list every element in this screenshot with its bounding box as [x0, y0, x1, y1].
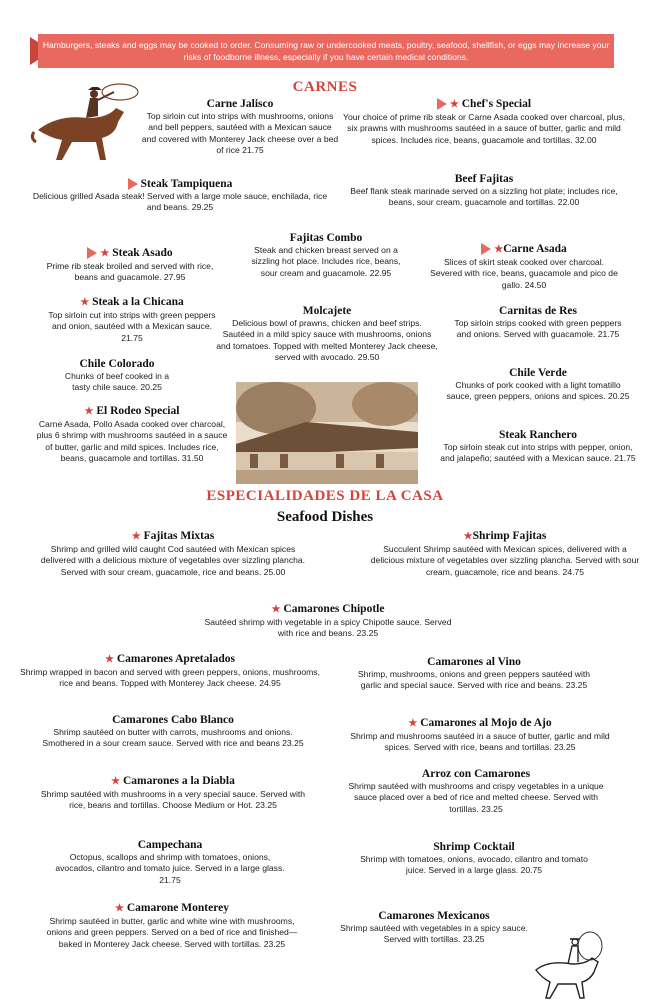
- item-name: Chef's Special: [461, 98, 532, 110]
- menu-item: [56, 357, 178, 394]
- menu-item: [370, 529, 640, 578]
- item-name: Chile Colorado: [79, 358, 155, 370]
- item-desc: Shrimp sautéed with mushrooms in a very special sauce. Served with rice, beans and tortillas. Choose Medium or Hot. 23.25: [40, 789, 306, 811]
- item-name-row: [42, 295, 222, 310]
- item-desc: Delicious grilled Asada steak! Served with a large mole sauce, enchilada, rice and beans. 29.25: [32, 191, 328, 213]
- menu-item: [20, 652, 320, 690]
- item-desc: Steak and chicken breast served on a sizzling hot place. Includes rice, beans, sour cream and guacamole. 22.95: [251, 245, 401, 278]
- item-name: Steak Tampiquena: [140, 178, 233, 190]
- item-desc: Top sirloin cut into strips with green peppers and onion, sautéed with a Mexican sauce. 21.75: [48, 310, 216, 343]
- star-icon: ★: [494, 244, 504, 255]
- item-name: Camarones Apretalados: [116, 653, 235, 665]
- item-desc: Chunks of beef cooked in a tasty chile sauce. 20.25: [64, 371, 170, 393]
- item-desc: Shrimp and mushrooms sautéed in a sauce of butter, garlic and mild spices. Served with rice, beans and tortillas. 23.25: [350, 731, 610, 753]
- item-desc: Chunks of pork cooked with a light tomatillo sauce, green peppers, onions and spices. 20.25: [446, 380, 630, 402]
- seafood-subtitle: Seafood Dishes: [276, 509, 374, 525]
- item-desc: Shrimp wrapped in bacon and served with green peppers, onions, mushrooms, rice and beans. Topped with Monterey Jack cheese. 24.95: [20, 667, 320, 689]
- menu-item: [336, 909, 532, 946]
- star-icon: ★: [449, 99, 459, 110]
- menu-item: [244, 231, 408, 279]
- star-icon: ★: [84, 406, 94, 417]
- menu-item: [440, 428, 636, 465]
- item-name: Carne Jalisco: [206, 98, 274, 110]
- menu-item: [356, 840, 592, 877]
- item-desc: Shrimp sautéed on butter with carrots, mushrooms and onions. Smothered in a sour cream sauce. Served with rice and beans 23.25: [42, 727, 304, 749]
- item-desc: Carne Asada, Pollo Asada cooked over charcoal, plus 6 shrimp with mushrooms sautéed in a sauce of butter, garlic and mild spices. Includes rice, beans, guacamole and tortillas. 31.50: [36, 419, 228, 464]
- menu-item: [428, 242, 620, 291]
- menu-item: [34, 404, 230, 465]
- star-icon: ★: [271, 604, 281, 615]
- item-name: Shrimp Fajitas: [472, 530, 547, 542]
- star-icon: ★: [463, 531, 473, 542]
- item-desc: Shrimp with tomatoes, onions, avocado, cilantro and tomato juice. Served in a large glass. 20.75: [360, 854, 588, 876]
- item-name: Fajitas Mixtas: [143, 530, 215, 542]
- menu-item: [356, 655, 592, 692]
- item-name: Carne Asada: [503, 243, 567, 255]
- item-name: Beef Fajitas: [454, 173, 514, 185]
- menu-item: [40, 713, 306, 750]
- item-desc: Sautéed shrimp with vegetable in a spicy Chipotle sauce. Served with rice and beans. 23.25: [204, 617, 452, 639]
- casa-title: ESPECIALIDADES DE LA CASA: [206, 488, 444, 504]
- item-desc: Shrimp sautéed with vegetables in a spicy sauce. Served with tortillas. 23.25: [340, 923, 528, 945]
- item-name-row: [338, 97, 630, 112]
- item-name-row: [200, 602, 456, 617]
- menu-item: [216, 304, 438, 364]
- triangle-icon: [481, 243, 491, 255]
- item-name: Molcajete: [302, 305, 352, 317]
- item-name-row: [40, 246, 220, 261]
- triangle-icon: [87, 247, 97, 259]
- item-desc: Your choice of prime rib steak or Carne Asada cooked over charcoal, plus, six prawns with mushrooms sautéed in a sauce of butter, garlic and mild spices. Includes rice, beans, guacamole and tortillas. 32.00: [343, 112, 625, 145]
- menu-item: [30, 177, 330, 214]
- menu-item: [338, 97, 630, 146]
- menu-item: [40, 774, 306, 812]
- item-name: Camarones a la Diabla: [122, 775, 235, 787]
- star-icon: ★: [131, 531, 141, 542]
- triangle-icon: [437, 98, 447, 110]
- carnes-title: CARNES: [292, 79, 358, 95]
- star-icon: ★: [80, 297, 90, 308]
- item-name: Fajitas Combo: [289, 232, 363, 244]
- item-desc: Slices of skirt steak cooked over charcoal. Severed with rice, beans, guacamole and pico de gallo. 24.50: [430, 257, 618, 290]
- item-desc: Shrimp, mushrooms, onions and green peppers sautéed with garlic and special sauce. Served with rice and beans. 23.25: [357, 669, 591, 691]
- item-name: Camarones Mexicanos: [378, 910, 490, 922]
- star-icon: ★: [111, 776, 121, 787]
- item-name-row: [34, 404, 230, 419]
- triangle-icon: [128, 178, 138, 190]
- star-icon: ★: [408, 718, 418, 729]
- item-desc: Top sirloin steak cut into strips with pepper, onion, and jalapeño; sautéed with a Mexican sauce. 21.75: [440, 442, 636, 464]
- item-desc: Succulent Shrimp sautéed with Mexican spices, delivered with a delicious mixture of vegetables over sizzling plancha. Served with sour cream, guacamole, rice and beans. 24.75: [370, 544, 640, 577]
- item-desc: Shrimp sautéed in butter, garlic and white wine with mushrooms, onions and green peppers. Served on a bed of rice and finished—baked in Monterey Jack cheese. Served with tortillas. 23.25: [46, 916, 298, 949]
- star-icon: ★: [115, 903, 124, 914]
- item-name-row: [40, 901, 304, 916]
- item-name: Camarones Chipotle: [283, 603, 385, 615]
- item-name-row: [428, 242, 620, 257]
- menu-item: [140, 97, 340, 157]
- menu-item: [40, 901, 304, 950]
- item-name: Camarones Cabo Blanco: [112, 714, 234, 726]
- menu-item: [340, 716, 620, 754]
- item-name-row: [20, 652, 320, 667]
- item-name-row: [40, 774, 306, 789]
- item-name-row: [340, 716, 620, 731]
- menu-item: [200, 602, 456, 640]
- star-icon: ★: [100, 248, 110, 259]
- food-safety-notice: Hamburgers, steaks and eggs may be cooked to order. Consuming raw or undercooked meats, poultry, seafood, shellfish, or eggs may increase your risks of foodborne illness, especially if you have certain medical conditions.: [38, 34, 614, 68]
- menu-item: [42, 295, 222, 344]
- menu-item: [444, 366, 632, 403]
- item-name: Arroz con Camarones: [421, 768, 531, 780]
- item-desc: Top sirloin cut into strips with mushrooms, onions and bell peppers, sautéed with a Mexican sauce and covered with Monterey Jack cheese over a bed of rice 21.75: [141, 111, 339, 156]
- item-name-row: [370, 529, 640, 544]
- star-icon: ★: [105, 654, 114, 665]
- item-name: Steak Asado: [112, 247, 173, 259]
- cowboy-horse-sketch: [528, 930, 618, 1000]
- item-name: Steak Ranchero: [498, 429, 578, 441]
- item-desc: Shrimp sautéed with mushrooms and crispy vegetables in a unique sauce placed over a bed of rice and melted cheese. Served with tortillas. 23.25: [348, 781, 604, 814]
- item-name: Steak a la Chicana: [92, 296, 184, 308]
- item-desc: Top sirloin strips cooked with green peppers and onions. Served with guacamole. 21.75: [454, 318, 622, 340]
- item-name: Campechana: [137, 839, 203, 851]
- item-name: Shrimp Cocktail: [433, 841, 515, 853]
- item-name: Chile Verde: [509, 367, 567, 379]
- item-name: Camarones al Vino: [427, 656, 521, 668]
- item-desc: Shrimp and grilled wild caught Cod sautéed with Mexican spices delivered with a delicious mixture of vegetables over sizzling plancha. Served with sour cream, guacamole, rice and beans. 25.00: [40, 544, 306, 577]
- hacienda-photo: [236, 382, 418, 484]
- item-name: Camarone Monterey: [126, 902, 229, 914]
- item-name: Camarones al Mojo de Ajo: [420, 717, 552, 729]
- item-name: Carnitas de Res: [499, 305, 577, 317]
- item-desc: Octopus, scallops and shrimp with tomatoes, onions, avocados, cilantro and tomato juice. Served in a large glass. 21.75: [55, 852, 285, 885]
- menu-item: [452, 304, 624, 341]
- item-desc: Prime rib steak broiled and served with rice, beans and guacamole. 27.95: [46, 261, 214, 283]
- item-desc: Delicious bowl of prawns, chicken and beef strips. Sautéed in a mild spicy sauce with mushrooms, onions and tomatoes. Topped with melted Monterey Jack cheese, served with avocado. 29.50: [216, 318, 438, 363]
- menu-item: [40, 529, 306, 578]
- menu-item: [344, 767, 608, 815]
- item-name-row: [30, 177, 330, 191]
- menu-item: [40, 246, 220, 284]
- item-desc: Beef flank steak marinade served on a sizzling hot plate; includes rice, beans, sour cream, guacamole and tortillas. 22.00: [350, 186, 618, 208]
- item-name-row: [40, 529, 306, 544]
- menu-item: [50, 838, 290, 886]
- cowboy-horse-illustration: [28, 78, 140, 168]
- item-name: El Rodeo Special: [96, 405, 180, 417]
- menu-item: [338, 172, 630, 209]
